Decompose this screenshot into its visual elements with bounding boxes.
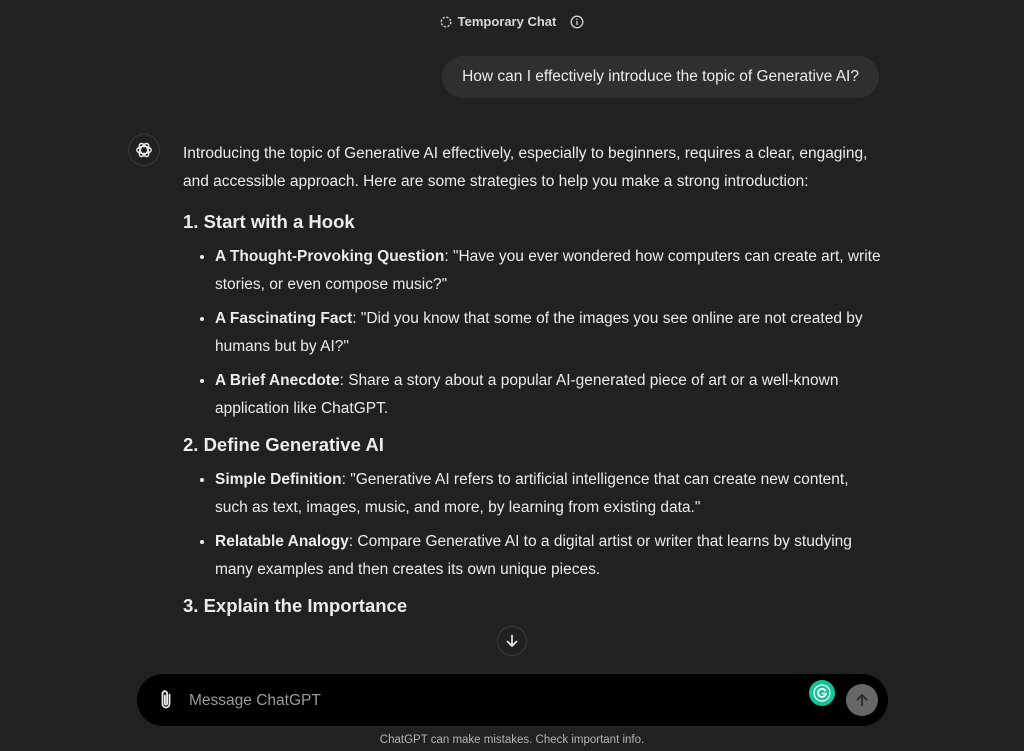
chat-header xyxy=(0,14,1024,29)
list-item-term: Simple Definition xyxy=(215,471,342,488)
message-composer xyxy=(137,674,888,726)
info-icon[interactable] xyxy=(570,15,584,29)
list-item-text: : Share a story about a popular AI-generated piece of art or a well-known application like ChatGPT. xyxy=(215,372,839,417)
list-item-text: : "Have you ever wondered how computers can create art, write stories, or even compose music?" xyxy=(215,248,881,293)
section-heading: 1. Start with a Hook xyxy=(183,211,355,232)
list-item-text: : "Generative AI refers to artificial intelligence that can create new content, such as text, images, music, and more, by learning from existing data." xyxy=(215,471,849,516)
list-item xyxy=(215,305,883,360)
paperclip-icon[interactable] xyxy=(155,688,177,712)
list-item xyxy=(215,528,883,583)
list-item-term: A Brief Anecdote xyxy=(215,372,340,389)
message-input[interactable] xyxy=(187,687,791,715)
section-list xyxy=(183,466,883,583)
list-item-text: : Compare Generative AI to a digital artist or writer that learns by studying many examples and then creates its own unique pieces. xyxy=(215,533,852,578)
dashed-circle-icon xyxy=(440,16,452,28)
assistant-avatar xyxy=(128,134,160,166)
list-item-term: A Fascinating Fact xyxy=(215,310,353,327)
send-button[interactable] xyxy=(846,684,878,716)
list-item xyxy=(215,466,883,521)
composer-box xyxy=(137,674,888,726)
arrow-up-icon xyxy=(854,692,870,708)
scroll-to-bottom-button[interactable] xyxy=(497,626,527,656)
user-message-text: How can I effectively introduce the topic of Generative AI? xyxy=(462,68,859,85)
response-intro: Introducing the topic of Generative AI effectively, especially to beginners, requires a clear, engaging, and accessible approach. Here are some strategies to help you make a strong introduction: xyxy=(183,145,868,190)
section-list xyxy=(183,243,883,422)
footer-disclaimer: ChatGPT can make mistakes. Check important info. xyxy=(379,734,645,746)
list-item xyxy=(215,243,883,298)
grammarly-icon xyxy=(813,684,831,702)
list-item xyxy=(215,367,883,422)
openai-logo-icon xyxy=(134,140,154,160)
list-item-term: A Thought-Provoking Question xyxy=(215,248,445,265)
list-item-text: : "Did you know that some of the images you see online are not created by humans but by AI?" xyxy=(215,310,863,355)
assistant-response xyxy=(183,140,883,627)
section-heading: 2. Define Generative AI xyxy=(183,434,384,455)
list-item-term: Relatable Analogy xyxy=(215,533,349,550)
user-message-bubble xyxy=(442,56,879,98)
temporary-chat-title: Temporary Chat xyxy=(457,14,557,29)
grammarly-button[interactable] xyxy=(809,680,835,706)
section-heading: 3. Explain the Importance xyxy=(183,595,408,616)
arrow-down-icon xyxy=(504,633,520,649)
